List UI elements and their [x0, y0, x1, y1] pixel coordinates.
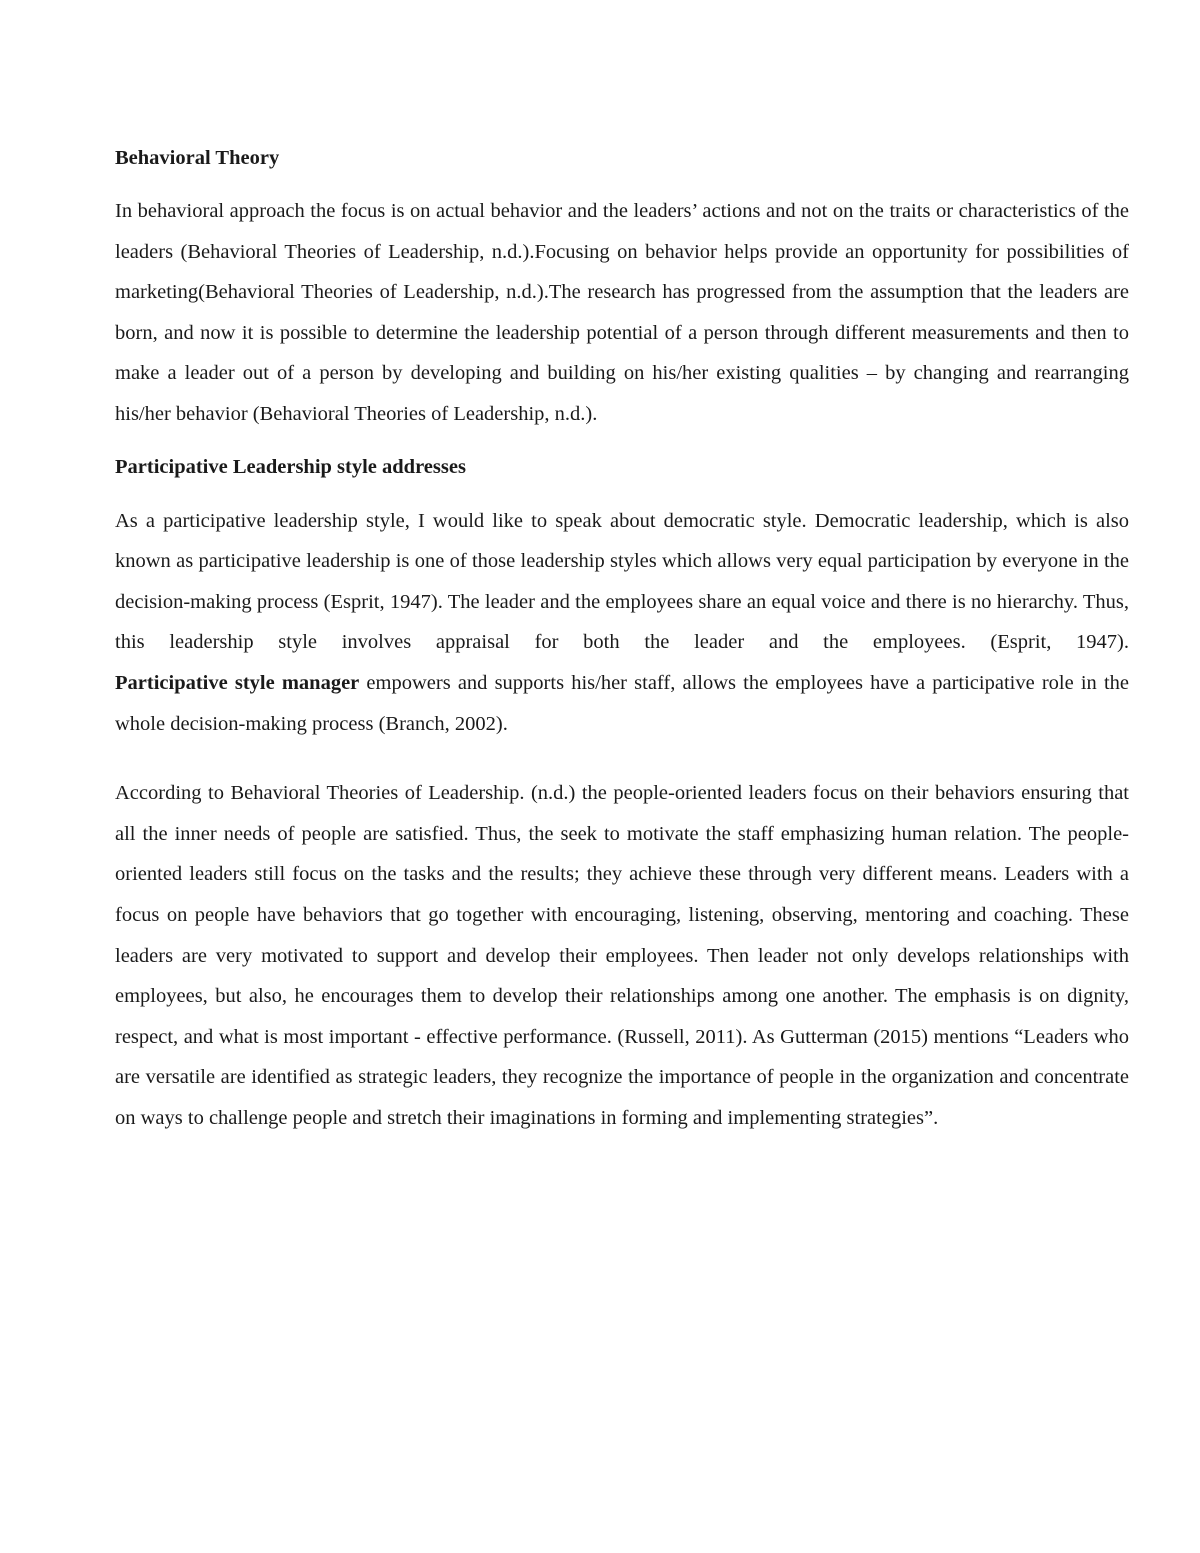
paragraph-behavioral-theory: In behavioral approach the focus is on actual behavior and the leaders’ actions and not on the traits or characteristics of the leaders (Behavioral Theories of Leadership, n.d.).Focusing on behavior helps provide an opportunity for possibilities of marketing(Behavioral Theories of Leadership, n.d.).The research has progressed from the assumption that the leaders are born, and now it is possible to determine the leadership potential of a person through different measurements and then to make a leader out of a person by developing and building on his/her existing qualities – by changing and rearranging his/her behavior (Behavioral Theories of Leadership, n.d.).: [115, 200, 1129, 425]
participative-manager-description: empowers and supports his/her staff, allows the employees have a participative role in the whole decision-making process (Branch, 2002).: [115, 671, 1129, 735]
heading-behavioral-theory: Behavioral Theory: [115, 147, 280, 169]
paragraph-participative-leadership: As a participative leadership style, I would like to speak about democratic style. Democratic leadership, which is also known as participative leadership is one of those leadership styles which allows very equal participation by everyone in the decision-making process (Esprit, 1947). The leader and the employees share an equal voice and there is no hierarchy. Thus, this leadership style involves appraisal for both the leader and the employees. (Esprit, 1947).: [115, 509, 1129, 654]
paragraph-participative-manager: [115, 663, 1129, 744]
participative-style-manager-term: Participative style manager: [115, 671, 360, 694]
document-body: [115, 138, 1129, 1138]
paragraph-people-oriented-leaders: According to Behavioral Theories of Leadership. (n.d.) the people-oriented leaders focus on their behaviors ensuring that all the inner needs of people are satisfied. Thus, the seek to motivate the staff emphasizing human relation. The people-oriented leaders still focus on the tasks and the results; they achieve these through very different means. Leaders with a focus on people have behaviors that go together with encouraging, listening, observing, mentoring and coaching. These leaders are very motivated to support and develop their employees. Then leader not only develops relationships with employees, but also, he encourages them to develop their relationships among one another. The emphasis is on dignity, respect, and what is most important - effective performance. (Russell, 2011). As Gutterman (2015) mentions “Leaders who are versatile are identified as strategic leaders, they recognize the importance of people in the organization and concentrate on ways to challenge people and stretch their imaginations in forming and implementing strategies”.: [115, 782, 1129, 1129]
heading-participative-leadership: Participative Leadership style addresses: [115, 455, 466, 478]
